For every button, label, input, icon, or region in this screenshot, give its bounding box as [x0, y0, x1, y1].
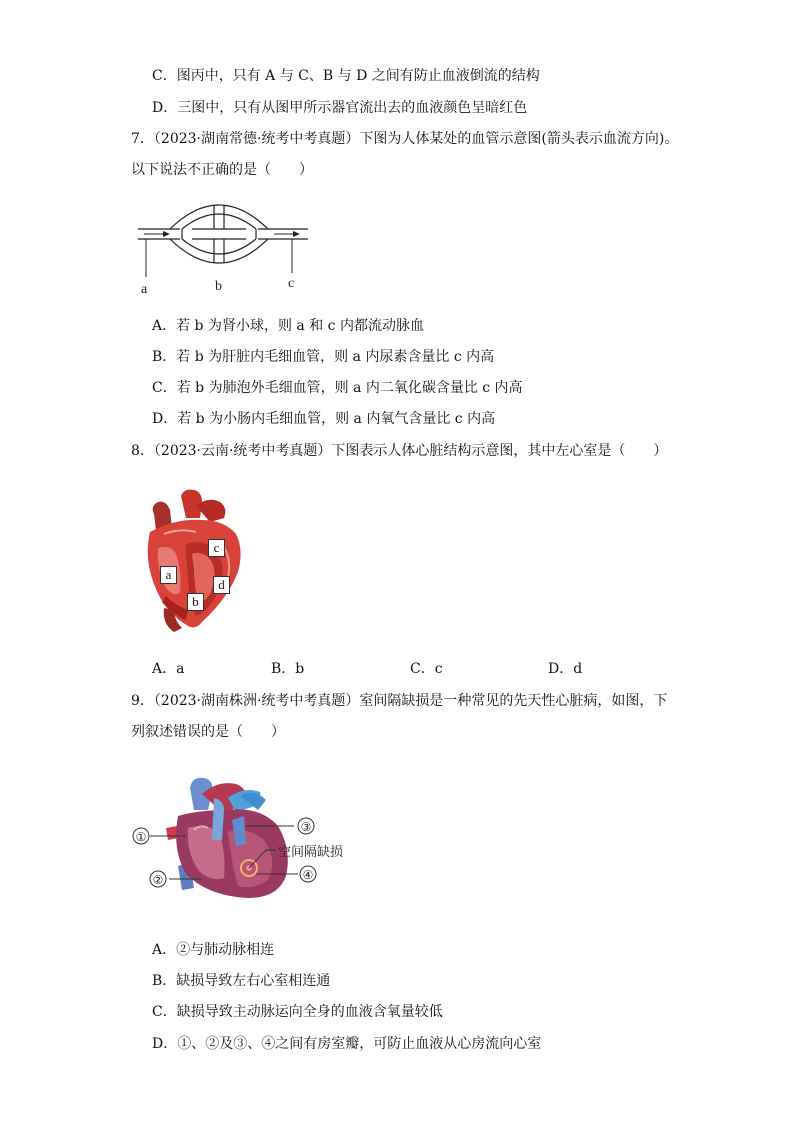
q8-option-c: C．c [410, 661, 443, 677]
q9-option-a: A．②与肺动脉相连 [152, 942, 275, 958]
q7-stem-line2: 以下说法不正确的是（ ） [131, 162, 313, 178]
q7-stem-line1: 7．（2023·湖南常德·统考中考真题）下图为人体某处的血管示意图(箭头表示血流方向)。 [131, 131, 679, 147]
q9-heart-defect-diagram [128, 770, 358, 905]
q9-stem-line1: 9．（2023·湖南株洲·统考中考真题）室间隔缺损是一种常见的先天性心脏病，如图，下 [131, 693, 668, 709]
q6-option-d: D．三图中，只有从图甲所示器官流出去的血液颜色呈暗红色 [152, 100, 528, 116]
q8-stem: 8．（2023·云南·统考中考真题）下图表示人体心脏结构示意图，其中左心室是（ ） [131, 443, 668, 459]
q7-option-d: D．若 b 为小肠内毛细血管，则 a 内氧气含量比 c 内高 [152, 411, 496, 427]
heart-illustration [136, 488, 246, 633]
q9-label-1: ① [135, 830, 147, 844]
q9-label-defect: 空间隔缺损 [278, 845, 344, 860]
q8-heart-diagram [136, 488, 246, 633]
q6-option-c: C．图丙中，只有 A 与 C、B 与 D 之间有防止血液倒流的结构 [152, 68, 540, 84]
q7-blood-vessel-diagram [130, 195, 315, 295]
q8-option-d: D．d [548, 661, 583, 677]
q7-label-a: a [141, 282, 148, 295]
q8-label-b: b [187, 593, 204, 611]
q9-label-2: ② [152, 873, 164, 887]
q8-label-a: a [160, 566, 177, 584]
q7-label-b: b [215, 279, 222, 294]
q8-option-a: A．a [152, 661, 185, 677]
q9-option-b: B．缺损导致左右心室相连通 [152, 973, 331, 989]
q8-option-b: B．b [271, 661, 305, 677]
q7-option-b: B．若 b 为肝脏内毛细血管，则 a 内尿素含量比 c 内高 [152, 349, 495, 365]
q9-option-d: D．①、②及③、④之间有房室瓣，可防止血液从心房流向心室 [152, 1036, 542, 1052]
q7-option-c: C．若 b 为肺泡外毛细血管，则 a 内二氧化碳含量比 c 内高 [152, 380, 523, 396]
q8-label-d: d [213, 576, 230, 594]
q7-option-a: A．若 b 为肾小球，则 a 和 c 内都流动脉血 [152, 318, 424, 334]
q9-label-3: ③ [300, 820, 312, 834]
q9-label-4: ④ [302, 868, 314, 882]
q9-stem-line2: 列叙述错误的是（ ） [131, 724, 285, 740]
q9-option-c: C．缺损导致主动脉运向全身的血液含氧量较低 [152, 1004, 443, 1020]
q8-label-c: c [208, 539, 225, 557]
q8-options [152, 659, 612, 679]
q7-label-c: c [288, 276, 295, 291]
